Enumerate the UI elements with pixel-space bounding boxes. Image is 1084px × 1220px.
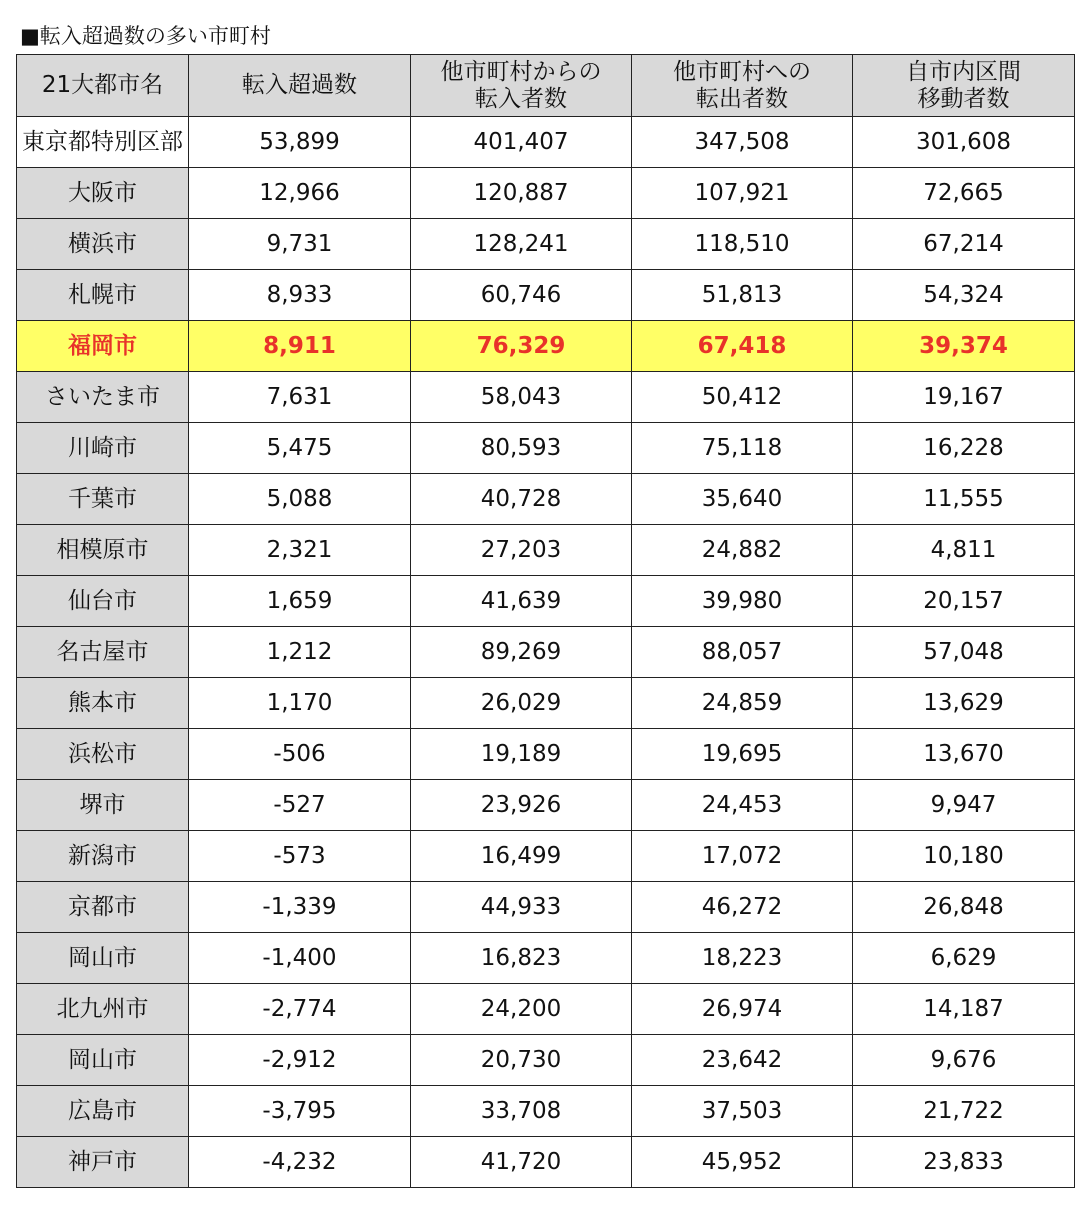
in-from-other-cell: 26,029	[411, 678, 632, 729]
header-out-to-other-line-1: 他市町村への	[673, 58, 811, 85]
table-row	[17, 1086, 1075, 1137]
net-inflow-cell: 5,088	[189, 474, 411, 525]
out-to-other-cell: 26,974	[632, 984, 853, 1035]
out-to-other-cell: 39,980	[632, 576, 853, 627]
table-row	[17, 117, 1075, 168]
intra-moves-cell: 11,555	[853, 474, 1075, 525]
intra-moves-cell: 13,670	[853, 729, 1075, 780]
in-from-other-cell: 19,189	[411, 729, 632, 780]
city-cell: 横浜市	[17, 219, 189, 270]
out-to-other-cell: 17,072	[632, 831, 853, 882]
in-from-other-cell: 128,241	[411, 219, 632, 270]
city-cell: 広島市	[17, 1086, 189, 1137]
net-inflow-cell: 9,731	[189, 219, 411, 270]
table-row	[17, 1035, 1075, 1086]
intra-moves-cell: 72,665	[853, 168, 1075, 219]
intra-moves-cell: 23,833	[853, 1137, 1075, 1188]
net-inflow-cell: 1,212	[189, 627, 411, 678]
in-from-other-cell: 58,043	[411, 372, 632, 423]
net-inflow-cell: 5,475	[189, 423, 411, 474]
in-from-other-cell: 41,720	[411, 1137, 632, 1188]
in-from-other-cell: 89,269	[411, 627, 632, 678]
intra-moves-cell: 20,157	[853, 576, 1075, 627]
intra-moves-cell: 10,180	[853, 831, 1075, 882]
intra-moves-cell: 57,048	[853, 627, 1075, 678]
city-cell: 浜松市	[17, 729, 189, 780]
table-row	[17, 525, 1075, 576]
header-intra-moves	[853, 55, 1075, 117]
table-row	[17, 780, 1075, 831]
header-city	[17, 55, 189, 117]
migration-table	[16, 54, 1075, 1188]
net-inflow-cell: 8,933	[189, 270, 411, 321]
city-cell: 札幌市	[17, 270, 189, 321]
net-inflow-cell: 1,659	[189, 576, 411, 627]
net-inflow-cell: -573	[189, 831, 411, 882]
table-row	[17, 627, 1075, 678]
header-in-from-other-line-1: 他市町村からの	[440, 58, 602, 85]
header-city-line: 21大都市名	[41, 72, 164, 98]
net-inflow-cell: -506	[189, 729, 411, 780]
out-to-other-cell: 18,223	[632, 933, 853, 984]
table-row	[17, 474, 1075, 525]
table-row	[17, 168, 1075, 219]
city-cell: 熊本市	[17, 678, 189, 729]
out-to-other-cell: 24,882	[632, 525, 853, 576]
city-cell: 新潟市	[17, 831, 189, 882]
in-from-other-cell: 16,499	[411, 831, 632, 882]
table-row	[17, 831, 1075, 882]
in-from-other-cell: 20,730	[411, 1035, 632, 1086]
table-row	[17, 1137, 1075, 1188]
intra-moves-cell: 16,228	[853, 423, 1075, 474]
city-cell: 東京都特別区部	[17, 117, 189, 168]
city-cell: 川崎市	[17, 423, 189, 474]
city-cell: 名古屋市	[17, 627, 189, 678]
out-to-other-cell: 67,418	[632, 321, 853, 372]
header-intra-moves-line-2: 移動者数	[917, 85, 1010, 112]
intra-moves-cell: 6,629	[853, 933, 1075, 984]
table-row	[17, 423, 1075, 474]
out-to-other-cell: 24,453	[632, 780, 853, 831]
out-to-other-cell: 107,921	[632, 168, 853, 219]
net-inflow-cell: -527	[189, 780, 411, 831]
out-to-other-cell: 88,057	[632, 627, 853, 678]
table-row	[17, 576, 1075, 627]
header-intra-moves-line-1: 自市内区間	[906, 58, 1021, 85]
intra-moves-cell: 39,374	[853, 321, 1075, 372]
header-out-to-other	[632, 55, 853, 117]
city-cell: 大阪市	[17, 168, 189, 219]
header-in-from-other-line-2: 転入者数	[475, 85, 567, 112]
intra-moves-cell: 301,608	[853, 117, 1075, 168]
net-inflow-cell: 12,966	[189, 168, 411, 219]
net-inflow-cell: -1,400	[189, 933, 411, 984]
intra-moves-cell: 26,848	[853, 882, 1075, 933]
out-to-other-cell: 37,503	[632, 1086, 853, 1137]
intra-moves-cell: 13,629	[853, 678, 1075, 729]
out-to-other-cell: 35,640	[632, 474, 853, 525]
table-header	[17, 55, 1075, 117]
header-net-inflow	[189, 55, 411, 117]
in-from-other-cell: 23,926	[411, 780, 632, 831]
out-to-other-cell: 46,272	[632, 882, 853, 933]
city-cell: 京都市	[17, 882, 189, 933]
net-inflow-cell: 8,911	[189, 321, 411, 372]
city-cell: さいたま市	[17, 372, 189, 423]
header-in-from-other	[411, 55, 632, 117]
city-cell: 福岡市	[17, 321, 189, 372]
net-inflow-cell: -4,232	[189, 1137, 411, 1188]
net-inflow-cell: 53,899	[189, 117, 411, 168]
in-from-other-cell: 60,746	[411, 270, 632, 321]
table-row	[17, 321, 1075, 372]
in-from-other-cell: 24,200	[411, 984, 632, 1035]
city-cell: 仙台市	[17, 576, 189, 627]
table-body	[17, 117, 1075, 1188]
city-cell: 堺市	[17, 780, 189, 831]
table-row	[17, 372, 1075, 423]
city-cell: 北九州市	[17, 984, 189, 1035]
out-to-other-cell: 50,412	[632, 372, 853, 423]
out-to-other-cell: 118,510	[632, 219, 853, 270]
table-row	[17, 984, 1075, 1035]
in-from-other-cell: 16,823	[411, 933, 632, 984]
net-inflow-cell: 7,631	[189, 372, 411, 423]
in-from-other-cell: 80,593	[411, 423, 632, 474]
city-cell: 神戸市	[17, 1137, 189, 1188]
in-from-other-cell: 401,407	[411, 117, 632, 168]
city-cell: 相模原市	[17, 525, 189, 576]
table-row	[17, 270, 1075, 321]
in-from-other-cell: 27,203	[411, 525, 632, 576]
intra-moves-cell: 21,722	[853, 1086, 1075, 1137]
out-to-other-cell: 24,859	[632, 678, 853, 729]
city-cell: 岡山市	[17, 933, 189, 984]
table-row	[17, 882, 1075, 933]
net-inflow-cell: 1,170	[189, 678, 411, 729]
net-inflow-cell: -3,795	[189, 1086, 411, 1137]
net-inflow-cell: -1,339	[189, 882, 411, 933]
out-to-other-cell: 347,508	[632, 117, 853, 168]
intra-moves-cell: 9,947	[853, 780, 1075, 831]
intra-moves-cell: 67,214	[853, 219, 1075, 270]
intra-moves-cell: 4,811	[853, 525, 1075, 576]
in-from-other-cell: 76,329	[411, 321, 632, 372]
out-to-other-cell: 45,952	[632, 1137, 853, 1188]
net-inflow-cell: -2,774	[189, 984, 411, 1035]
city-cell: 岡山市	[17, 1035, 189, 1086]
in-from-other-cell: 44,933	[411, 882, 632, 933]
header-row	[17, 55, 1075, 117]
table-row	[17, 219, 1075, 270]
in-from-other-cell: 40,728	[411, 474, 632, 525]
net-inflow-cell: 2,321	[189, 525, 411, 576]
net-inflow-cell: -2,912	[189, 1035, 411, 1086]
intra-moves-cell: 9,676	[853, 1035, 1075, 1086]
header-net-inflow-line: 転入超過数	[242, 72, 357, 98]
in-from-other-cell: 120,887	[411, 168, 632, 219]
in-from-other-cell: 33,708	[411, 1086, 632, 1137]
table-row	[17, 933, 1075, 984]
in-from-other-cell: 41,639	[411, 576, 632, 627]
page-title: ■転入超過数の多い市町村	[20, 24, 271, 48]
out-to-other-cell: 19,695	[632, 729, 853, 780]
out-to-other-cell: 23,642	[632, 1035, 853, 1086]
city-cell: 千葉市	[17, 474, 189, 525]
table-row	[17, 678, 1075, 729]
header-out-to-other-line-2: 転出者数	[696, 85, 788, 112]
intra-moves-cell: 54,324	[853, 270, 1075, 321]
intra-moves-cell: 19,167	[853, 372, 1075, 423]
out-to-other-cell: 75,118	[632, 423, 853, 474]
table-row	[17, 729, 1075, 780]
intra-moves-cell: 14,187	[853, 984, 1075, 1035]
out-to-other-cell: 51,813	[632, 270, 853, 321]
